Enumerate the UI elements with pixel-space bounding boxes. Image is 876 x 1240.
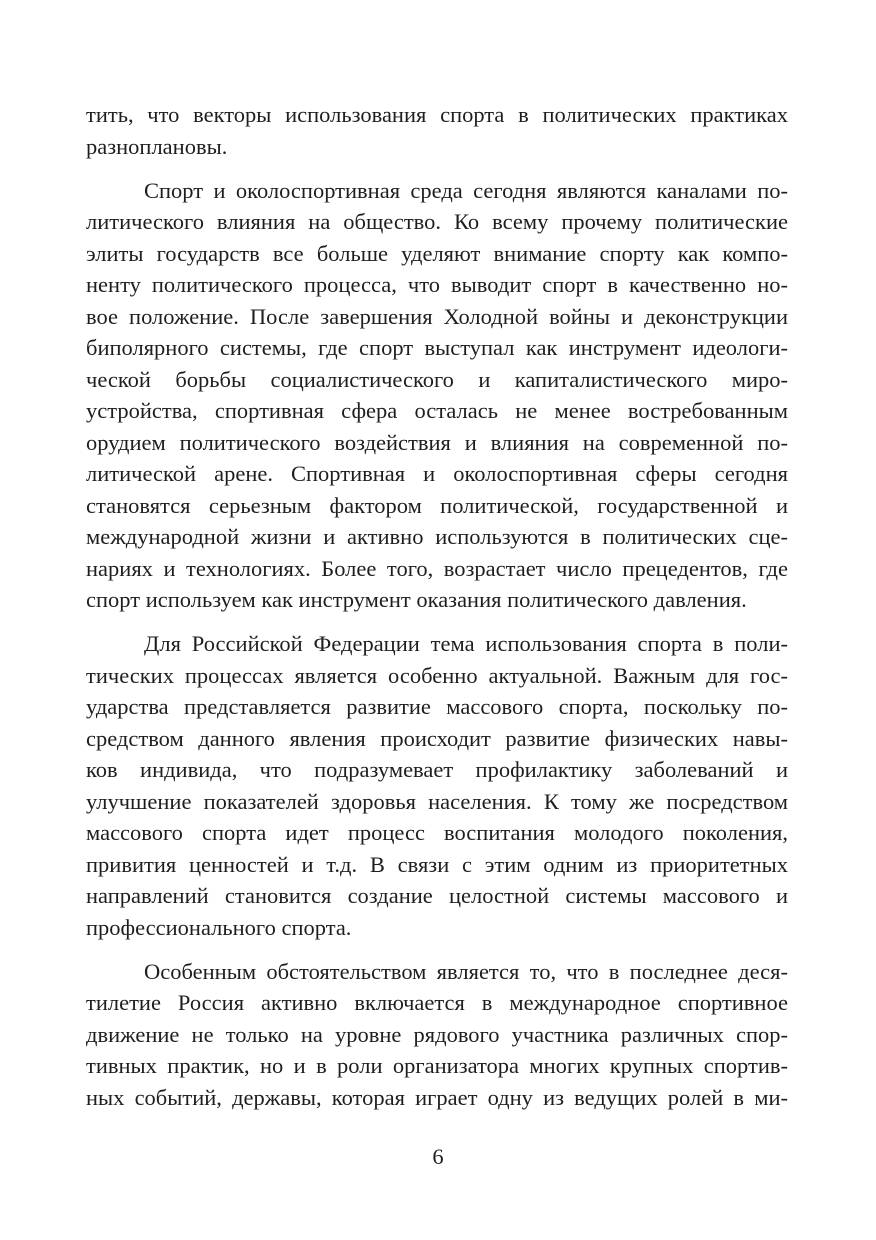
text-line: устройства, спортивная сфера осталась не менее востребованным xyxy=(86,398,788,423)
text-line: Особенным обстоятельством является то, что в последнее деся- xyxy=(144,958,788,984)
text-line: орудием политического воздействия и влияния на современной по- xyxy=(86,429,788,455)
paragraph-4 xyxy=(86,956,788,1114)
text-line: ческой борьбы социалистического и капиталистического миро- xyxy=(86,366,788,392)
text-line: ненту политического процесса, что выводит спорт в качественно но- xyxy=(86,272,788,297)
text-line: тических процессах является особенно актуальной. Важным для гос- xyxy=(86,662,788,688)
text-line: привития ценностей и т.д. В связи с этим одним из приоритетных xyxy=(86,851,788,877)
text-line: тивных практик, но и в роли организатора многих крупных спортив- xyxy=(86,1053,788,1078)
paragraph-1 xyxy=(86,99,788,162)
text-line: улучшение показателей здоровья населения. К тому же посредством xyxy=(86,788,788,814)
text-line: тилетие Россия активно включается в международное спортивное xyxy=(86,990,788,1015)
text-line: нариях и технологиях. Более того, возрастает число прецедентов, где xyxy=(86,555,788,581)
text-line: ков индивида, что подразумевает профилактику заболеваний и xyxy=(86,757,788,782)
text-line: средством данного явления происходит развитие физических навы- xyxy=(86,725,788,751)
text-line: элиты государств все больше уделяют внимание спорту как компо- xyxy=(86,240,788,266)
text-line: становятся серьезным фактором политической, государственной и xyxy=(86,492,788,518)
page-number: 6 xyxy=(432,1144,444,1169)
paragraph-2 xyxy=(86,175,788,616)
text-line: разноплановы. xyxy=(86,133,228,159)
text-line: биполярного системы, где спорт выступал как инструмент идеологи- xyxy=(86,335,788,360)
paragraph-3 xyxy=(86,628,788,943)
text-line: движение не только на уровне рядового участника различных спор- xyxy=(86,1021,788,1047)
text-line: литического влияния на общество. Ко всему прочему политические xyxy=(86,209,788,234)
text-line: профессионального спорта. xyxy=(86,914,352,940)
text-line: массового спорта идет процесс воспитания молодого поколения, xyxy=(86,820,788,845)
text-line: ударства представляется развитие массового спорта, поскольку по- xyxy=(86,694,788,719)
text-line: литической арене. Спортивная и околоспортивная сферы сегодня xyxy=(86,461,788,486)
body-text xyxy=(86,99,788,1113)
text-line: вое положение. После завершения Холодной войны и деконструкции xyxy=(86,303,788,329)
text-line: тить, что векторы использования спорта в политических практиках xyxy=(86,102,788,127)
text-line: ных событий, державы, которая играет одну из ведущих ролей в ми- xyxy=(86,1084,788,1110)
text-line: Для Российской Федерации тема использования спорта в поли- xyxy=(144,631,788,656)
text-line: направлений становится создание целостной системы массового и xyxy=(86,883,788,908)
text-line: международной жизни и активно используются в политических сце- xyxy=(86,524,788,549)
text-line: спорт используем как инструмент оказания политического давления. xyxy=(86,587,747,612)
text-line: Спорт и околоспортивная среда сегодня являются каналами по- xyxy=(144,177,788,203)
